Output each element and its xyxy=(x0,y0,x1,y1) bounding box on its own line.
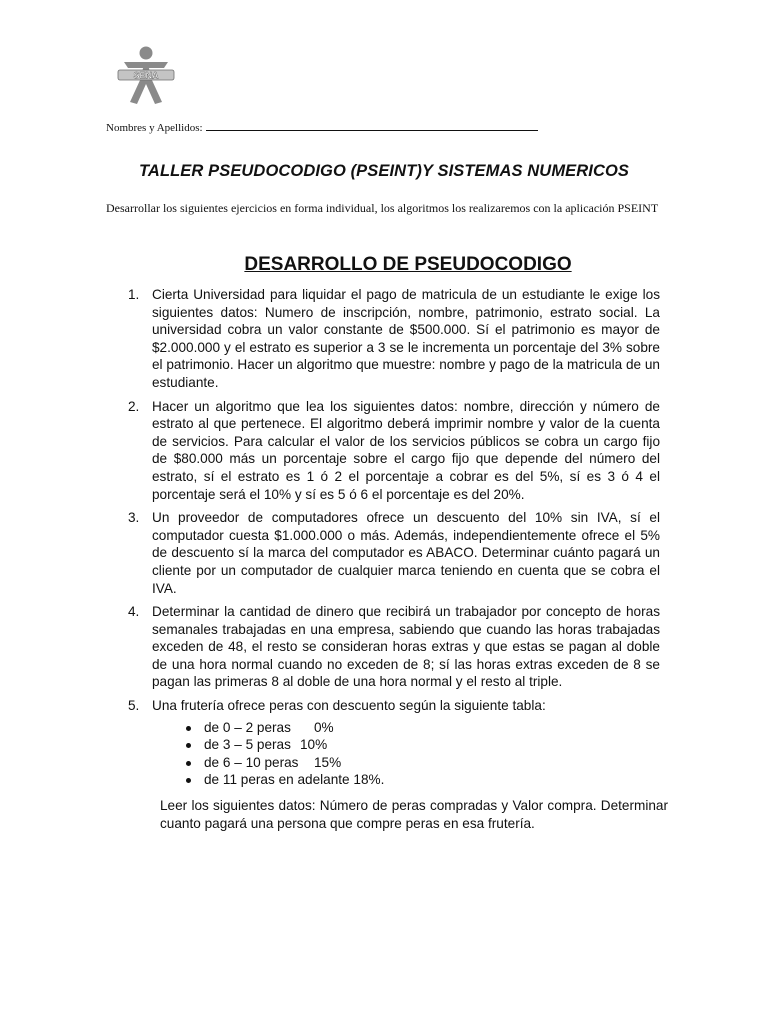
discount-table xyxy=(152,719,660,789)
discount-percent: 15% xyxy=(314,754,342,770)
exercise-item xyxy=(126,603,660,691)
discount-row xyxy=(178,754,660,772)
sena-logo xyxy=(104,44,188,108)
exercise-item xyxy=(126,697,668,832)
section-title: DESARROLLO DE PSEUDOCODIGO xyxy=(244,254,572,275)
exercise-text: Hacer un algoritmo que lea los siguientes datos: nombre, dirección y número de estrato al que pertenece. El algoritmo deberá imprimir nombre y valor de la cuenta de servicios. Para calcular el valor de los servicios públicos se cobra un cargo fijo de $80.000 más un porcentaje sobre el cargo fijo que depende del número del estrato, sí el estrato es 1 ó 2 el porcentaje a cobrar es del 5%, sí es 3 ó 4 el porcentaje será el 10% y sí es 5 ó 6 el porcentaje es del 20%. xyxy=(152,398,660,502)
exercise-item xyxy=(126,286,660,392)
logo-text: SENA xyxy=(133,70,159,81)
discount-percent: 10% xyxy=(300,737,328,753)
discount-range: de 0 – 2 peras xyxy=(204,719,291,735)
exercise-closing-text: Leer los siguientes datos: Número de peras compradas y Valor compra. Determinar cuanto pagará una persona que compre peras en esa frutería. xyxy=(160,798,668,831)
exercise-text: Un proveedor de computadores ofrece un descuento del 10% sin IVA, sí el computador cuesta $1.000.000 o más. Además, independientemente ofrece el 5% de descuento sí la marca del computador es ABACO. Determinar cuánto pagará un cliente por un computador de cualquier marca teniendo en cuenta que se cobra el IVA. xyxy=(152,510,660,596)
exercise-text: Una frutería ofrece peras con descuento según la siguiente tabla: xyxy=(152,698,546,714)
document-title: TALLER PSEUDOCODIGO (PSEINT)Y SISTEMAS NUMERICOS xyxy=(138,162,630,180)
name-label: Nombres y Apellidos: xyxy=(106,122,203,134)
intro-text: Desarrollar los siguientes ejercicios en forma individual, los algoritmos los realizaremos con la aplicación PSEINT xyxy=(106,201,659,215)
discount-row xyxy=(178,771,660,789)
exercise-item xyxy=(126,398,660,504)
discount-range: de 6 – 10 peras xyxy=(204,754,299,770)
exercise-number: 2. xyxy=(128,398,140,414)
discount-range: de 11 peras en adelante 18%. xyxy=(204,772,385,788)
exercise-number: 3. xyxy=(128,510,140,526)
exercise-list xyxy=(126,286,668,838)
discount-row xyxy=(178,719,660,737)
discount-percent: 0% xyxy=(314,719,334,735)
discount-range: de 3 – 5 peras xyxy=(204,737,291,753)
discount-row xyxy=(178,736,660,754)
exercise-text: Cierta Universidad para liquidar el pago de matricula de un estudiante le exige los siguientes datos: Numero de inscripción, nombre, patrimonio, estrato social. La universidad cobra un valor constante de $500.000. Sí el patrimonio es mayor de $2.000.000 y el estrato es superior a 3 se le incrementa un porcentaje del 3% sobre el patrimonio. Hacer un algoritmo que muestre: nombre y pago de la matricula de un estudiante. xyxy=(152,287,660,390)
exercise-number: 5. xyxy=(128,698,140,714)
exercise-text: Determinar la cantidad de dinero que recibirá un trabajador por concepto de horas semanales trabajadas en una empresa, sabiendo que cuando las horas trabajadas exceden de 48, el resto se consideran horas extras y que estas se pagan al doble de una hora normal cuando no exceden de 8; sí las horas extras exceden de 8 se pagan las primeras 8 al doble de una hora normal y el resto al triple. xyxy=(152,604,660,690)
exercise-number: 4. xyxy=(128,604,140,620)
name-underline xyxy=(206,121,538,131)
exercise-item xyxy=(126,509,660,597)
exercise-number: 1. xyxy=(128,287,140,302)
name-field xyxy=(106,121,538,134)
